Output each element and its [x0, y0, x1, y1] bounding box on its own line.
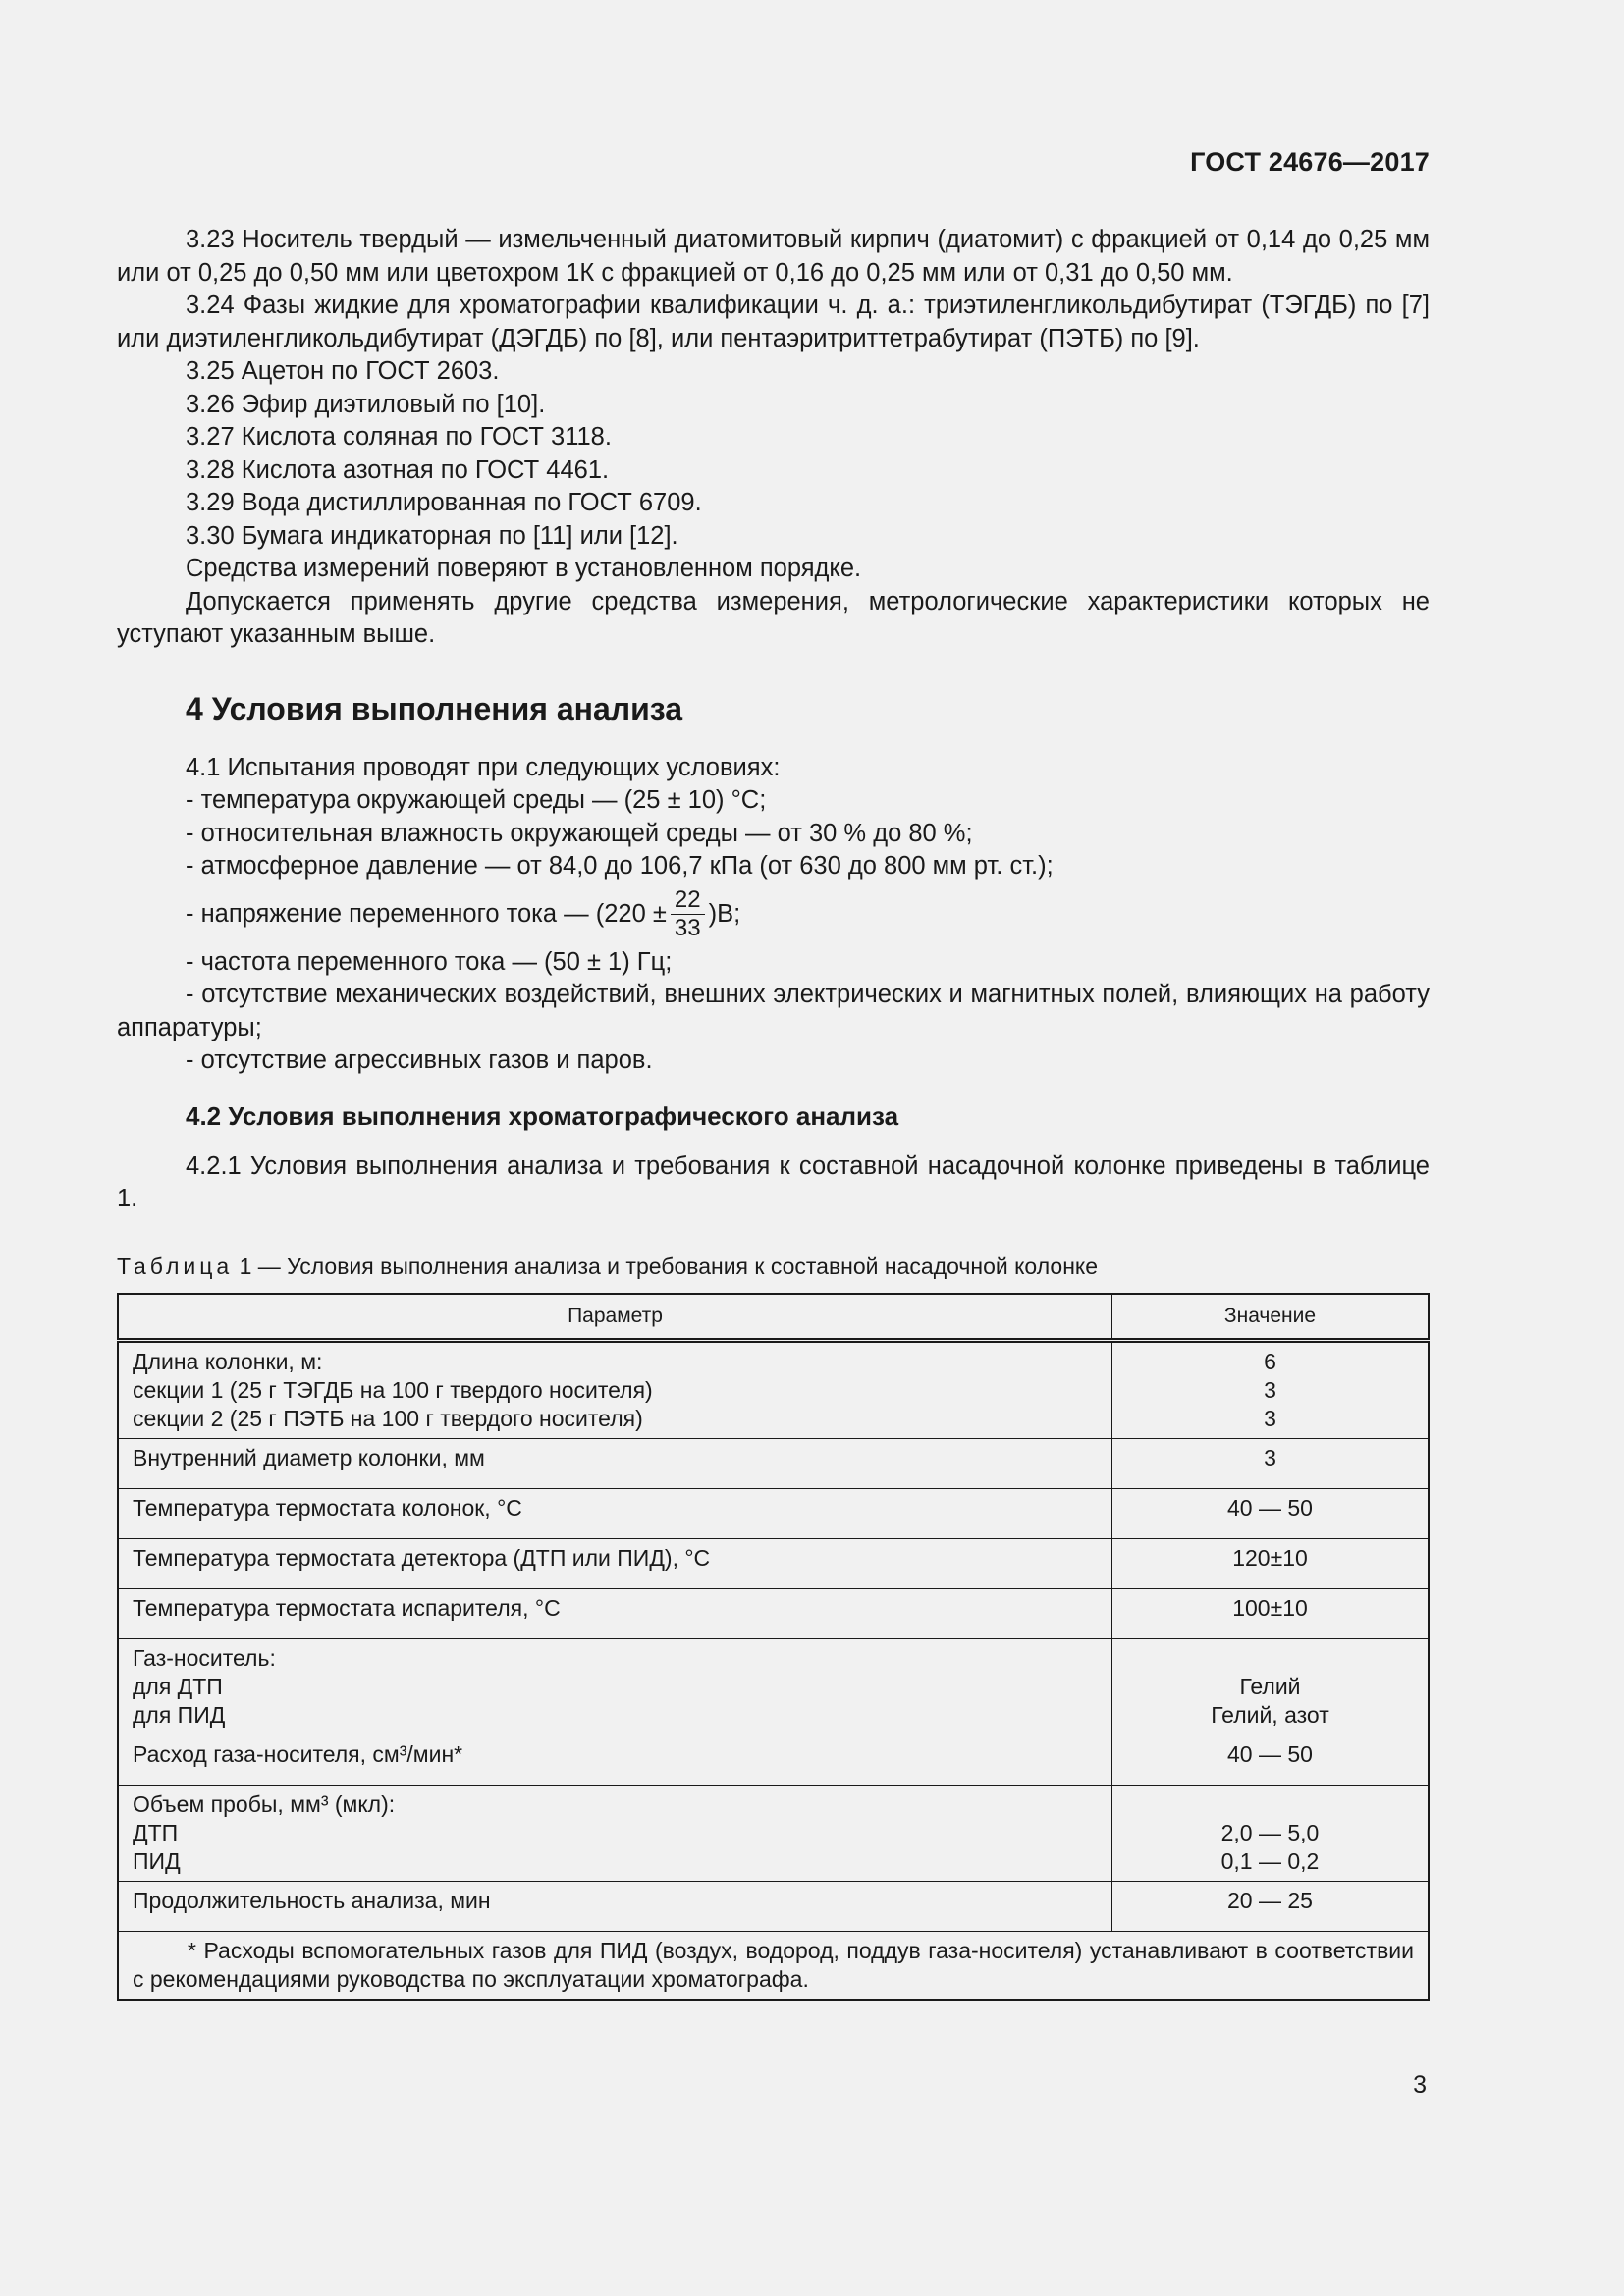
value-line: Гелий, азот [1211, 1701, 1329, 1728]
body-paragraph: 3.26 Эфир диэтиловый по [10]. [186, 390, 546, 418]
table-row [118, 1881, 1429, 1931]
document-code: ГОСТ 24676—2017 [1190, 147, 1430, 177]
value-cell [1112, 1735, 1430, 1785]
param-cell [118, 1735, 1112, 1785]
table-row [118, 1735, 1429, 1785]
voltage-prefix: - напряжение переменного тока — (220 ± [186, 899, 667, 928]
param-cell [118, 1638, 1112, 1735]
value-line: 3 [1264, 1444, 1276, 1470]
param-line: Расход газа-носителя, см³/мин* [133, 1740, 463, 1767]
condition-item: - относительная влажность окружающей среды — от 30 % до 80 %; [186, 819, 973, 847]
body-paragraph: 3.23 Носитель твердый — измельченный диатомитовый кирпич (диатомит) с фракцией от 0,14 до 0,25 мм или от 0,25 до 0,50 мм или цветохром 1К с фракцией от 0,16 до 0,25 мм или от 0,31 до 0,50 мм. [117, 226, 1430, 287]
param-line: секции 2 (25 г ПЭТБ на 100 г твердого носителя) [133, 1405, 643, 1431]
value-cell [1112, 1340, 1430, 1438]
value-line: 3 [1264, 1376, 1276, 1403]
value-line: 2,0 — 5,0 [1220, 1819, 1320, 1845]
fraction-denominator: 33 [674, 915, 701, 941]
value-line [1126, 1644, 1414, 1673]
value-cell [1112, 1488, 1430, 1538]
condition-item: - частота переменного тока — (50 ± 1) Гц; [186, 947, 673, 976]
value-line: 0,1 — 0,2 [1220, 1847, 1320, 1874]
value-line: Гелий [1239, 1673, 1301, 1699]
table-header-row [118, 1294, 1429, 1341]
value-cell [1112, 1785, 1430, 1881]
param-cell [118, 1340, 1112, 1438]
table-row [118, 1785, 1429, 1881]
value-cell [1112, 1638, 1430, 1735]
table-caption-text: 1 — Условия выполнения анализа и требования к составной насадочной колонке [233, 1253, 1099, 1279]
value-line: 40 — 50 [1227, 1740, 1313, 1767]
table-row [118, 1438, 1429, 1488]
param-cell [118, 1438, 1112, 1488]
param-line: Температура термостата детектора (ДТП или ПИД), °С [133, 1544, 711, 1571]
body-paragraph: Допускается применять другие средства измерения, метрологические характеристики которых не уступают указанным выше. [117, 587, 1430, 648]
param-line: для ПИД [133, 1701, 226, 1728]
value-line: 40 — 50 [1227, 1494, 1313, 1521]
param-line: секции 1 (25 г ТЭГДБ на 100 г твердого носителя) [133, 1376, 653, 1403]
conditions-list-a [117, 784, 1430, 883]
table-footnote-row [118, 1931, 1429, 2000]
column-header-value: Значение [1112, 1294, 1430, 1341]
param-line: Температура термостата испарителя, °С [133, 1594, 561, 1621]
value-line: 20 — 25 [1227, 1887, 1313, 1913]
value-cell [1112, 1588, 1430, 1638]
table-body [118, 1340, 1429, 1931]
condition-item: - отсутствие агрессивных газов и паров. [186, 1046, 653, 1074]
table-row [118, 1538, 1429, 1588]
body-paragraph: Средства измерений поверяют в установленном порядке. [186, 555, 862, 582]
condition-item: - температура окружающей среды — (25 ± 10) °С; [186, 786, 767, 814]
param-cell [118, 1588, 1112, 1638]
value-line [1126, 1790, 1414, 1819]
table-footnote-cell [118, 1931, 1429, 2000]
paragraph-4-1: 4.1 Испытания проводят при следующих условиях: [186, 753, 781, 781]
condition-item: - атмосферное давление — от 84,0 до 106,7 кПа (от 630 до 800 мм рт. ст.); [186, 852, 1054, 880]
param-line: Объем пробы, мм³ (мкл): [133, 1790, 396, 1817]
voltage-suffix: )В; [708, 899, 741, 928]
value-cell [1112, 1538, 1430, 1588]
param-line: для ДТП [133, 1673, 223, 1699]
table-row [118, 1588, 1429, 1638]
conditions-list-b [117, 946, 1430, 1078]
table-row [118, 1340, 1429, 1438]
param-line: Температура термостата колонок, °С [133, 1494, 522, 1521]
body-paragraph: 3.27 Кислота соляная по ГОСТ 3118. [186, 423, 612, 451]
table-caption [117, 1252, 1430, 1281]
conditions-table [117, 1293, 1430, 2001]
param-cell [118, 1538, 1112, 1588]
param-line: Продолжительность анализа, мин [133, 1887, 491, 1913]
page-content [117, 224, 1430, 2001]
param-cell [118, 1881, 1112, 1931]
top-paragraphs [117, 224, 1430, 652]
param-line: Газ-носитель: [133, 1644, 276, 1671]
body-paragraph: 3.24 Фазы жидкие для хроматографии квалификации ч. д. а.: триэтиленгликольдибутират (ТЭГДБ) по [7] или диэтиленгликольдибутират (ДЭГДБ) по [8], или пентаэритриттетрабутират (ПЭТБ) по [9]. [117, 292, 1430, 352]
param-cell [118, 1785, 1112, 1881]
value-line: 120±10 [1232, 1544, 1308, 1571]
section-4-title: 4 Условия выполнения анализа [186, 690, 683, 726]
param-line: ПИД [133, 1847, 181, 1874]
param-line: Внутренний диаметр колонки, мм [133, 1444, 485, 1470]
voltage-condition [117, 883, 1430, 946]
section-4-2-title: 4.2 Условия выполнения хроматографического анализа [186, 1100, 899, 1131]
value-line: 100±10 [1232, 1594, 1308, 1621]
table-footnote: * Расходы вспомогательных газов для ПИД (воздух, водород, поддув газа-носителя) устанавливают в соответствии с рекомендациями руководства по эксплуатации хроматографа. [133, 1937, 1414, 1992]
condition-item: - отсутствие механических воздействий, внешних электрических и магнитных полей, влияющих на работу аппаратуры; [117, 981, 1430, 1041]
table-caption-label: Таблица [117, 1253, 234, 1279]
paragraph-4-2-1: 4.2.1 Условия выполнения анализа и требования к составной насадочной колонке приведены в таблице 1. [117, 1151, 1430, 1212]
body-paragraph: 3.25 Ацетон по ГОСТ 2603. [186, 357, 500, 385]
value-line: 3 [1264, 1405, 1276, 1431]
voltage-tolerance-fraction [671, 886, 705, 942]
value-line: 6 [1264, 1348, 1276, 1374]
body-paragraph: 3.29 Вода дистиллированная по ГОСТ 6709. [186, 489, 702, 516]
column-header-param: Параметр [118, 1294, 1112, 1341]
table-row [118, 1638, 1429, 1735]
value-cell [1112, 1438, 1430, 1488]
body-paragraph: 3.30 Бумага индикаторная по [11] или [12]. [186, 521, 678, 550]
param-line: Длина колонки, м: [133, 1348, 323, 1374]
value-cell [1112, 1881, 1430, 1931]
param-line: ДТП [133, 1819, 179, 1845]
body-paragraph: 3.28 Кислота азотная по ГОСТ 4461. [186, 455, 610, 484]
fraction-numerator: 22 [671, 886, 705, 915]
table-row [118, 1488, 1429, 1538]
page-number: 3 [1413, 2071, 1427, 2099]
param-cell [118, 1488, 1112, 1538]
